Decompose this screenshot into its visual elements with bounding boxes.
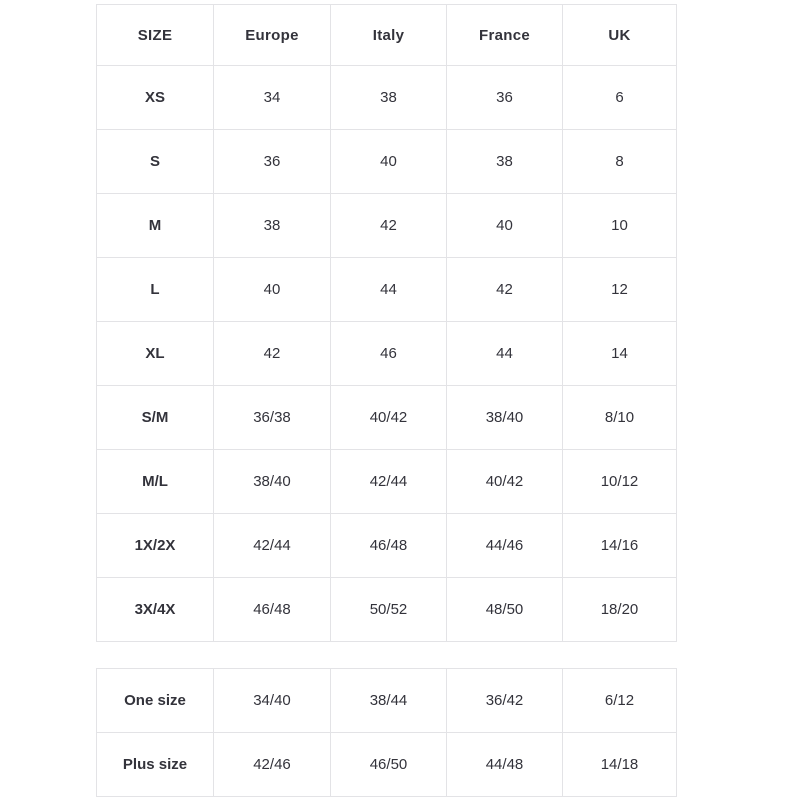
table-header-row	[97, 5, 677, 66]
table-row	[97, 194, 677, 258]
row-label: Plus size	[97, 733, 214, 797]
cell-italy: 42/44	[331, 450, 447, 514]
column-header-size: SIZE	[97, 5, 214, 66]
cell-uk: 10	[563, 194, 677, 258]
row-label: S	[97, 130, 214, 194]
table-body	[97, 66, 677, 642]
table-row	[97, 66, 677, 130]
row-label: XS	[97, 66, 214, 130]
cell-france: 42	[447, 258, 563, 322]
table-row	[97, 733, 677, 797]
cell-europe: 42/44	[214, 514, 331, 578]
cell-italy: 38/44	[331, 669, 447, 733]
row-label: L	[97, 258, 214, 322]
cell-france: 48/50	[447, 578, 563, 642]
cell-europe: 46/48	[214, 578, 331, 642]
column-header-europe: Europe	[214, 5, 331, 66]
cell-europe: 36/38	[214, 386, 331, 450]
table-row	[97, 578, 677, 642]
cell-france: 38/40	[447, 386, 563, 450]
cell-uk: 6	[563, 66, 677, 130]
table-row	[97, 514, 677, 578]
table-row	[97, 258, 677, 322]
table-header	[97, 5, 677, 66]
cell-italy: 46/48	[331, 514, 447, 578]
cell-italy: 40/42	[331, 386, 447, 450]
cell-italy: 40	[331, 130, 447, 194]
cell-europe: 34	[214, 66, 331, 130]
size-conversion-table-container	[96, 4, 676, 642]
cell-france: 44/48	[447, 733, 563, 797]
cell-france: 38	[447, 130, 563, 194]
cell-france: 44	[447, 322, 563, 386]
table-row	[97, 322, 677, 386]
cell-italy: 44	[331, 258, 447, 322]
cell-france: 44/46	[447, 514, 563, 578]
column-header-italy: Italy	[331, 5, 447, 66]
column-header-uk: UK	[563, 5, 677, 66]
cell-europe: 38	[214, 194, 331, 258]
cell-italy: 46	[331, 322, 447, 386]
one-size-table	[96, 668, 677, 797]
cell-italy: 46/50	[331, 733, 447, 797]
table-row	[97, 450, 677, 514]
table-row	[97, 386, 677, 450]
table-body	[97, 669, 677, 797]
cell-italy: 50/52	[331, 578, 447, 642]
row-label: 3X/4X	[97, 578, 214, 642]
row-label: 1X/2X	[97, 514, 214, 578]
cell-europe: 36	[214, 130, 331, 194]
cell-uk: 8/10	[563, 386, 677, 450]
row-label: XL	[97, 322, 214, 386]
cell-europe: 38/40	[214, 450, 331, 514]
one-size-table-container	[96, 668, 676, 797]
row-label: One size	[97, 669, 214, 733]
cell-france: 36/42	[447, 669, 563, 733]
cell-france: 40	[447, 194, 563, 258]
cell-uk: 6/12	[563, 669, 677, 733]
cell-italy: 42	[331, 194, 447, 258]
cell-europe: 42	[214, 322, 331, 386]
table-row	[97, 130, 677, 194]
cell-uk: 12	[563, 258, 677, 322]
row-label: M/L	[97, 450, 214, 514]
cell-uk: 14/16	[563, 514, 677, 578]
table-row	[97, 669, 677, 733]
cell-uk: 10/12	[563, 450, 677, 514]
cell-uk: 8	[563, 130, 677, 194]
cell-europe: 42/46	[214, 733, 331, 797]
cell-france: 40/42	[447, 450, 563, 514]
cell-uk: 14	[563, 322, 677, 386]
row-label: S/M	[97, 386, 214, 450]
cell-italy: 38	[331, 66, 447, 130]
column-header-france: France	[447, 5, 563, 66]
size-conversion-table	[96, 4, 677, 642]
cell-france: 36	[447, 66, 563, 130]
cell-uk: 18/20	[563, 578, 677, 642]
cell-europe: 40	[214, 258, 331, 322]
cell-europe: 34/40	[214, 669, 331, 733]
row-label: M	[97, 194, 214, 258]
cell-uk: 14/18	[563, 733, 677, 797]
